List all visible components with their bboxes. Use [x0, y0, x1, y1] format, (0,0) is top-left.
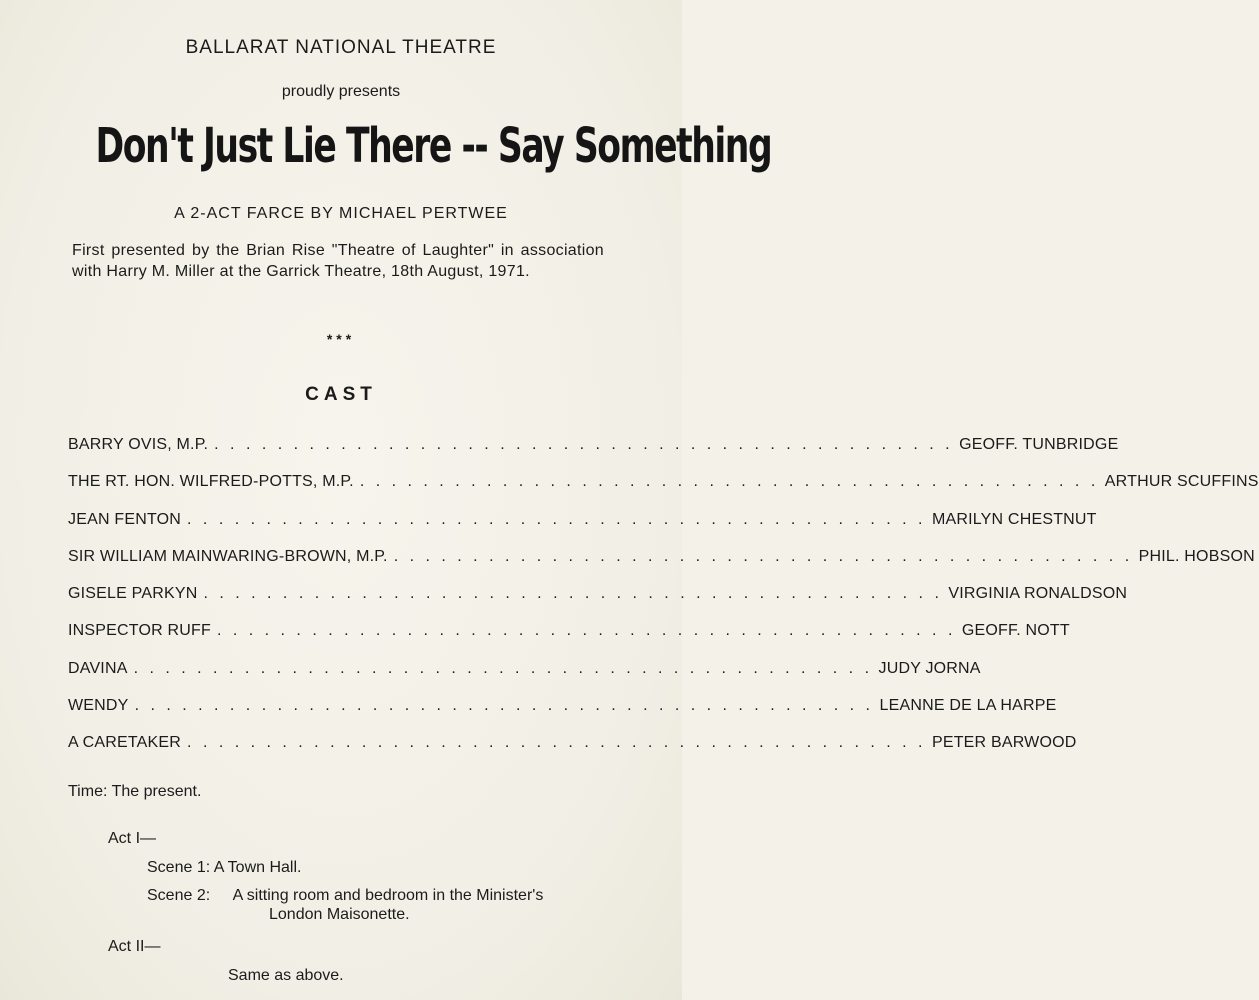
cast-list	[68, 436, 1259, 772]
actor-name: GEOFF. TUNBRIDGE	[959, 436, 1119, 453]
cast-heading: CAST	[305, 384, 377, 405]
dot-leader	[129, 697, 880, 715]
play-subtitle: A 2-ACT FARCE BY MICHAEL PERTWEE	[174, 205, 508, 222]
cast-row	[68, 697, 1057, 734]
actor-name: JUDY JORNA	[878, 659, 981, 677]
dot-leader	[211, 622, 962, 640]
actor-name: GEOFF. NOTT	[961, 622, 1070, 640]
actor-name: LEANNE DE LA HARPE	[879, 697, 1057, 715]
cast-row	[68, 510, 1097, 548]
act-two-heading: Act II—	[108, 938, 161, 955]
dot-leader	[208, 436, 959, 454]
actor-name: VIRGINIA RONALDSON	[948, 585, 1128, 603]
role-name: BARRY OVIS, M.P.	[68, 436, 209, 453]
role-name: GISELE PARKYN	[68, 585, 198, 603]
role-name: THE RT. HON. WILFRED-POTTS, M.P.	[68, 473, 354, 491]
act-one-heading: Act I—	[108, 830, 157, 847]
scene-two-label: Scene 2:	[147, 887, 211, 904]
presents-line: proudly presents	[281, 83, 401, 100]
play-title: Don't Just Lie There -- Say Something	[95, 118, 772, 174]
role-name: INSPECTOR RUFF	[68, 622, 211, 640]
cast-row	[68, 547, 1255, 585]
scene-two-text-continued: London Maisonette.	[269, 906, 410, 923]
scene-one-label: Scene 1:	[147, 859, 211, 876]
cast-row	[68, 622, 1070, 659]
dot-leader	[181, 734, 932, 752]
theatre-name: BALLARAT NATIONAL THEATRE	[185, 37, 497, 58]
separator-stars: ***	[326, 331, 356, 347]
role-name: A CARETAKER	[68, 734, 182, 752]
cast-row	[68, 659, 981, 697]
cast-row	[68, 473, 1259, 510]
dot-leader	[197, 585, 948, 603]
first-presented-note: First presented by the Brian Rise "Theatre of Laughter" in association with Harry M. Miller at the Garrick Theatre, 18th August, 1971.	[72, 242, 604, 280]
cast-row	[68, 585, 1128, 622]
role-name: DAVINA	[68, 659, 128, 677]
scene-one	[147, 859, 301, 877]
scene-two-text: A sitting room and bedroom in the Minister's	[232, 887, 544, 904]
actor-name: PETER BARWOOD	[931, 734, 1077, 752]
dot-leader	[128, 660, 879, 678]
dot-leader	[388, 548, 1139, 566]
dot-leader	[354, 473, 1105, 491]
actor-name: MARILYN CHESTNUT	[931, 510, 1097, 528]
cast-row	[68, 436, 1119, 473]
actor-name: PHIL. HOBSON	[1138, 547, 1255, 565]
scene-one-text: A Town Hall.	[213, 859, 302, 876]
dot-leader	[181, 511, 932, 529]
scene-two	[147, 886, 607, 924]
cast-row	[68, 734, 1077, 771]
actor-name: ARTHUR SCUFFINS	[1104, 473, 1259, 491]
act-two-description: Same as above.	[228, 967, 344, 984]
role-name: SIR WILLIAM MAINWARING-BROWN, M.P.	[68, 547, 388, 565]
time-setting: Time: The present.	[68, 783, 202, 800]
role-name: JEAN FENTON	[68, 510, 182, 528]
role-name: WENDY	[68, 697, 129, 715]
